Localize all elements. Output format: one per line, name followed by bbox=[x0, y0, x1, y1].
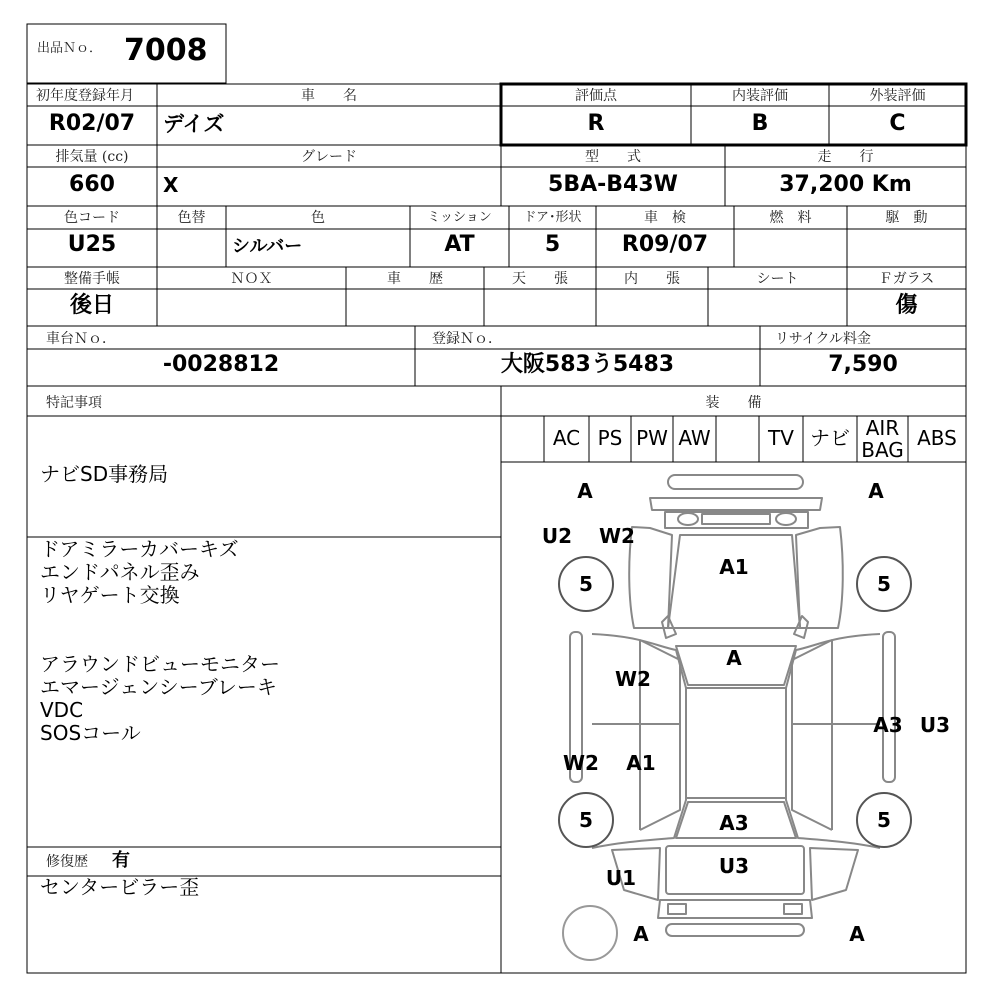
equipment-item-abs: ABS bbox=[917, 426, 957, 450]
reg-year-label: 初年度登録年月 bbox=[36, 88, 134, 104]
note-line: リヤゲート交換 bbox=[40, 583, 180, 607]
chassis-label: 車台Ｎｏ． bbox=[46, 331, 116, 347]
color-code-label: 色コード bbox=[64, 210, 120, 226]
equipment-item-aw: AW bbox=[678, 426, 711, 450]
mark-right-side-u3: U3 bbox=[919, 713, 951, 737]
inspection-label: 車 検 bbox=[644, 210, 686, 226]
equipment-item-pw: PW bbox=[636, 426, 668, 450]
mark-rear-left-corner: A bbox=[633, 922, 649, 946]
model-label: 型 式 bbox=[585, 149, 641, 165]
mark-tire-front-right: 5 bbox=[877, 572, 891, 596]
fglass-label: Ｆガラス bbox=[878, 271, 935, 287]
mark-left-front-door: W2 bbox=[615, 667, 651, 691]
mark-left-mirror-w2: W2 bbox=[599, 524, 635, 548]
color-code-value: U25 bbox=[67, 232, 117, 257]
interior-trim-label: 内 張 bbox=[624, 271, 680, 287]
mark-rear-left-u1: U1 bbox=[605, 866, 637, 890]
seat-label: シート bbox=[756, 271, 799, 287]
repair-detail-line: センタービラー歪 bbox=[40, 875, 200, 899]
mark-tailgate: U3 bbox=[718, 854, 750, 878]
mark-tire-front-left: 5 bbox=[579, 572, 593, 596]
mark-tire-rear-right: 5 bbox=[877, 808, 891, 832]
recycle-value: 7,590 bbox=[828, 352, 898, 377]
equipment-item-navi: ナビ bbox=[810, 426, 850, 450]
mark-left-rear-w2: W2 bbox=[563, 751, 599, 775]
lot-label: 出品Ｎｏ． bbox=[37, 41, 103, 56]
score-value: R bbox=[587, 111, 605, 136]
mark-front-left: A bbox=[577, 479, 593, 503]
car-name-label: 車 名 bbox=[301, 88, 357, 104]
equipment-label: 装 備 bbox=[705, 395, 762, 411]
mark-front-right: A bbox=[868, 479, 884, 503]
score-label: 評価点 bbox=[575, 88, 617, 104]
mark-roof-front: A bbox=[726, 646, 742, 670]
interior-label: 内装評価 bbox=[732, 88, 788, 104]
repaint-label: 色替 bbox=[177, 210, 206, 226]
equipment-item-ac: AC bbox=[552, 426, 581, 450]
inspection-value: R09/07 bbox=[621, 232, 709, 257]
reg-year-value: R02/07 bbox=[48, 111, 136, 136]
mileage-value: 37,200 Km bbox=[779, 172, 912, 197]
exterior-value: C bbox=[889, 111, 906, 136]
notes-label: 特記事項 bbox=[46, 395, 102, 411]
service-book-label: 整備手帳 bbox=[64, 271, 120, 287]
displacement-label: 排気量 (cc) bbox=[55, 149, 129, 165]
repair-history-value: 有 bbox=[112, 850, 130, 871]
note-line: ナビSD事務局 bbox=[40, 462, 169, 486]
mark-rear-glass: A3 bbox=[719, 811, 749, 835]
grade-value: X bbox=[163, 173, 179, 197]
mission-label: ミッション bbox=[427, 210, 492, 225]
fuel-label: 燃 料 bbox=[769, 210, 812, 226]
note-line: SOSコール bbox=[40, 721, 141, 745]
sunroof-label: 天 張 bbox=[512, 271, 568, 287]
nox-label: ＮＯＸ bbox=[230, 271, 273, 287]
equipment-item-airbag: AIR BAG bbox=[861, 416, 904, 462]
lot-number: 7008 bbox=[124, 33, 208, 68]
door-value: 5 bbox=[544, 232, 561, 257]
mission-value: AT bbox=[444, 232, 475, 257]
chassis-value: -0028812 bbox=[162, 352, 280, 377]
note-line: エマージェンシーブレーキ bbox=[40, 675, 277, 699]
recycle-label: リサイクル料金 bbox=[775, 331, 872, 347]
mark-left-rear-a1: A1 bbox=[626, 751, 656, 775]
note-line: ドアミラーカバーキズ bbox=[40, 537, 239, 561]
mileage-label: 走 行 bbox=[817, 149, 874, 165]
mark-left-mirror-u2: U2 bbox=[541, 524, 573, 548]
color-value: シルバー bbox=[232, 236, 303, 257]
note-line: VDC bbox=[40, 698, 84, 722]
drive-label: 駆 動 bbox=[885, 210, 928, 226]
fglass-value: 傷 bbox=[895, 293, 918, 318]
displacement-value: 660 bbox=[69, 172, 115, 197]
model-value: 5BA-B43W bbox=[548, 172, 678, 197]
plate-label: 登録Ｎｏ． bbox=[432, 331, 502, 347]
repair-history-label: 修復歴 bbox=[46, 854, 88, 870]
mark-tire-rear-left: 5 bbox=[579, 808, 593, 832]
mark-right-side-a3: A3 bbox=[873, 713, 903, 737]
car-name-value: デイズ bbox=[163, 112, 225, 136]
exterior-label: 外装評価 bbox=[869, 88, 926, 104]
note-line: エンドパネル歪み bbox=[40, 560, 200, 584]
equipment-item-ps: PS bbox=[597, 426, 623, 450]
history-label: 車 歴 bbox=[387, 271, 443, 287]
grade-label: グレード bbox=[301, 149, 357, 165]
note-line: アラウンドビューモニター bbox=[40, 652, 280, 676]
equipment-item-tv: TV bbox=[768, 426, 794, 450]
interior-value: B bbox=[751, 111, 769, 136]
color-label: 色 bbox=[311, 210, 325, 226]
plate-value: 大阪583う5483 bbox=[500, 352, 675, 377]
mark-rear-right-corner: A bbox=[849, 922, 865, 946]
service-book-value: 後日 bbox=[69, 293, 114, 318]
mark-hood: A1 bbox=[719, 555, 749, 579]
door-label: ドア･形状 bbox=[523, 210, 582, 225]
